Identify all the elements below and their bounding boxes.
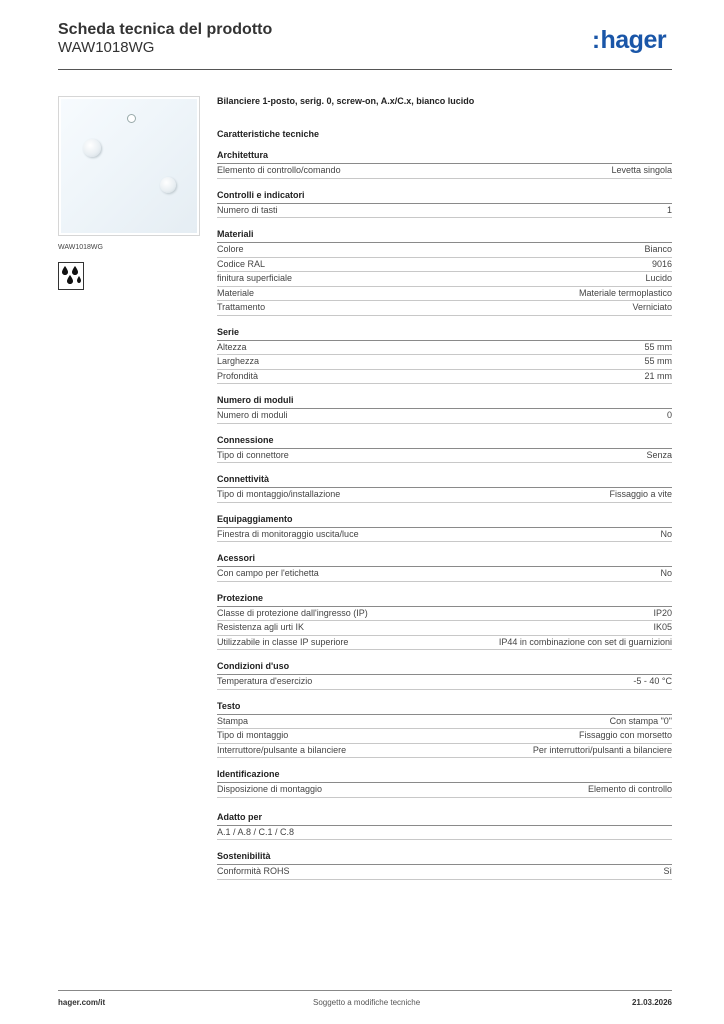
spec-row	[217, 567, 672, 582]
spec-row	[217, 675, 672, 690]
spec-value: 55 mm	[644, 356, 672, 366]
photo-caption: WAW1018WG	[58, 244, 103, 251]
spec-section	[217, 769, 672, 798]
spec-value: Lucido	[645, 273, 672, 283]
spec-content	[217, 96, 672, 891]
adatto-text: A.1 / A.8 / C.1 / C.8	[217, 826, 672, 841]
spec-value: No	[660, 528, 672, 539]
water-drops-icon	[58, 262, 84, 290]
spec-label: Elemento di controllo/comando	[217, 165, 341, 175]
spec-value: 55 mm	[644, 341, 672, 352]
spec-label: Interruttore/pulsante a bilanciere	[217, 744, 347, 755]
spec-section	[217, 474, 672, 503]
spec-row	[217, 744, 672, 759]
spec-section	[217, 593, 672, 651]
tech-features-title: Caratteristiche tecniche	[217, 129, 320, 139]
spec-label: Numero di tasti	[217, 204, 278, 215]
spec-value: 0	[666, 410, 672, 420]
section-title: Controlli e indicatori	[217, 190, 672, 204]
spec-label: Conformità ROHS	[217, 866, 290, 876]
spec-label: Numero di moduli	[217, 410, 288, 420]
section-title: Acessori	[217, 553, 672, 567]
spec-label: Profondità	[217, 370, 259, 381]
spec-label: Tipo di montaggio/installazione	[217, 489, 341, 499]
footer-divider	[58, 990, 672, 991]
spec-label: Con campo per l'etichetta	[217, 568, 319, 578]
product-title: Bilanciere 1-posto, serig. 0, screw-on, A.x/C.x, bianco lucido	[217, 96, 475, 106]
product-photo	[58, 96, 200, 236]
spec-value: Fissaggio a vite	[609, 489, 672, 499]
spec-label: Trattamento	[217, 302, 266, 312]
header-divider	[58, 69, 672, 70]
spec-label: Codice RAL	[217, 258, 266, 269]
spec-section	[217, 661, 672, 690]
spec-section	[217, 229, 672, 316]
footer-website: hager.com/it	[58, 998, 106, 1007]
spec-label: Altezza	[217, 341, 247, 352]
product-code: WAW1018WG	[58, 39, 155, 56]
spec-value: Levetta singola	[611, 165, 672, 175]
spec-label: Tipo di montaggio	[217, 730, 289, 740]
spec-section	[217, 327, 672, 385]
section-title: Numero di moduli	[217, 395, 672, 409]
spec-value: IP44 in combinazione con set di guarnizioni	[498, 636, 672, 647]
adatto-title: Adatto per	[217, 812, 672, 826]
section-title: Equipaggiamento	[217, 514, 672, 528]
spec-value: 9016	[651, 258, 672, 269]
spec-row	[217, 449, 672, 464]
spec-row	[217, 301, 672, 316]
spec-label: Temperatura d'esercizio	[217, 676, 313, 686]
spec-section	[217, 553, 672, 582]
spec-row	[217, 528, 672, 543]
spec-label: Stampa	[217, 715, 249, 726]
section-title: Identificazione	[217, 769, 672, 783]
spec-row	[217, 355, 672, 370]
logo-text: hager	[600, 26, 667, 54]
section-title: Materiali	[217, 229, 672, 243]
spec-row	[217, 409, 672, 424]
section-title: Connessione	[217, 435, 672, 449]
spec-label: Resistenza agli urti IK	[217, 622, 305, 632]
spec-section	[217, 435, 672, 464]
section-title: Protezione	[217, 593, 672, 607]
spec-label: Classe di protezione dall'ingresso (IP)	[217, 607, 368, 618]
hager-logo: :hager	[592, 26, 667, 54]
spec-value: Fissaggio con morsetto	[578, 730, 672, 740]
spec-label: Tipo di connettore	[217, 449, 289, 460]
spec-section	[217, 514, 672, 543]
sostenibilita-title: Sostenibilità	[217, 851, 672, 865]
spec-value: Materiale termoplastico	[578, 287, 672, 298]
spec-value: 1	[666, 204, 672, 215]
spec-value: Verniciato	[632, 302, 672, 312]
spec-row	[217, 164, 672, 179]
page-title: Scheda tecnica del prodotto	[58, 21, 273, 38]
spec-row	[217, 607, 672, 622]
indicator-ring	[127, 114, 136, 123]
spec-label: Colore	[217, 244, 244, 254]
footer-note: Soggetto a modifiche tecniche	[313, 998, 421, 1007]
spec-value: No	[660, 568, 672, 578]
spec-label: Utilizzabile in classe IP superiore	[217, 636, 349, 647]
spec-row	[217, 341, 672, 356]
spec-section	[217, 395, 672, 424]
screw-cover-top	[83, 139, 101, 157]
switch-plate	[61, 99, 197, 233]
spec-value: Sì	[663, 866, 672, 876]
section-title: Serie	[217, 327, 672, 341]
spec-label: Disposizione di montaggio	[217, 784, 323, 794]
spec-value: -5 - 40 °C	[633, 676, 672, 686]
spec-row	[217, 243, 672, 258]
spec-section	[217, 150, 672, 179]
screw-cover-bottom	[160, 177, 176, 193]
spec-label: Larghezza	[217, 356, 260, 366]
spec-row	[217, 621, 672, 636]
spec-section	[217, 701, 672, 759]
footer-date: 21.03.2026	[631, 998, 672, 1007]
section-title: Condizioni d'uso	[217, 661, 672, 675]
spec-label: finitura superficiale	[217, 273, 293, 283]
spec-value: Per interruttori/pulsanti a bilanciere	[532, 744, 672, 755]
sostenibilita-section	[217, 851, 672, 880]
spec-row	[217, 370, 672, 385]
section-title: Connettività	[217, 474, 672, 488]
spec-value: Senza	[646, 449, 672, 460]
spec-row	[217, 204, 672, 219]
spec-row	[217, 715, 672, 730]
spec-value: IP20	[653, 607, 672, 618]
spec-row	[217, 729, 672, 744]
spec-section	[217, 190, 672, 219]
section-title: Architettura	[217, 150, 672, 164]
spec-value: Elemento di controllo	[587, 784, 672, 794]
spec-value: IK05	[653, 622, 672, 632]
spec-row	[217, 287, 672, 302]
spec-label: Materiale	[217, 287, 255, 298]
spec-value: Bianco	[644, 244, 672, 254]
spec-sections	[217, 150, 672, 798]
spec-row	[217, 636, 672, 651]
spec-label: Finestra di monitoraggio uscita/luce	[217, 528, 359, 539]
spec-row	[217, 272, 672, 287]
adatto-section	[217, 812, 672, 841]
spec-value: 21 mm	[644, 370, 672, 381]
spec-row	[217, 865, 672, 880]
spec-row	[217, 258, 672, 273]
spec-row	[217, 783, 672, 798]
spec-row	[217, 488, 672, 503]
spec-value: Con stampa "0"	[609, 715, 672, 726]
section-title: Testo	[217, 701, 672, 715]
